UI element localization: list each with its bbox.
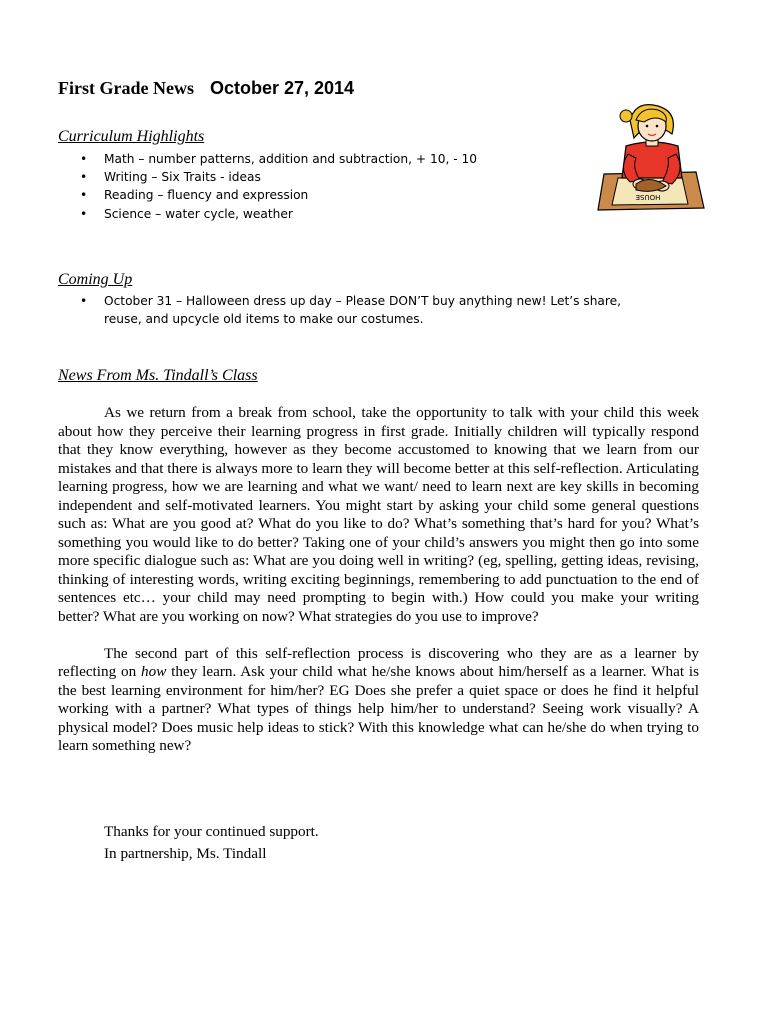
curriculum-heading: Curriculum Highlights [58,128,205,145]
girl-eye-left [646,125,649,128]
news-paragraph-2-emphasis: how [141,663,167,680]
girl-eye-right [656,125,659,128]
list-item: • Math – number patterns, addition and subtraction, + 10, - 10 [78,150,678,168]
newsletter-title [58,78,354,99]
curriculum-list [78,150,678,223]
girl-writing-at-desk-icon [596,104,708,214]
news-paragraph-1: As we return from a break from school, take the opportunity to talk with your child this week about how they perceive their learning progress in first grade. Initially children will typically respond that they know everything, however as they become accustomed to knowing that we learn from our mistakes and that there is always more to learn they will become better at this self-reflection. Articulating learning progress, how we are learning and what we want/ need to learn next are key skills in becoming independent and self-motivated learners. You might start by asking your child some general questions such as: What are you good at? What do you like to do? What’s something that’s hard for you? What’s something you would like to do better? Taking one of your child’s answers you might then go into some more specific dialogue such as: What are you doing well in writing? (eg, spelling, getting ideas, revising, thinking of interesting words, writing exciting beginnings, remembering to add punctuation to the end of sentences etc… your child may need prompting to begin with.) How could you make your writing better? What are you working on now? What strategies do you use to improve? [58,404,699,625]
coming-up-heading: Coming Up [58,271,133,288]
closing-signature: In partnership, Ms. Tindall [104,845,267,862]
newsletter-name: First Grade News [58,78,194,98]
coming-up-list [78,292,653,328]
desk-paper-text: HOUSE [635,193,661,201]
closing-thanks: Thanks for your continued support. [104,823,319,840]
list-item: • Writing – Six Traits - ideas [78,168,678,186]
list-item: • October 31 – Halloween dress up day – Please DON’T buy anything new! Let’s share, reuse, and upcycle old items to make our costumes. [78,292,653,328]
news-paragraph-2-end: they learn. Ask your child what he/she knows about him/herself as a learner. What is the best learning environment for him/her? EG Does she prefer a quiet space or does he find it helpful working with a partner? What types of things help him/her to understand? Seeing work visually? A physical model? Does music help ideas to stick? With this knowledge what can he/she do when trying to learn something new? [58,663,699,754]
newsletter-date: October 27, 2014 [209,78,355,98]
girl-hair-bun [620,110,632,122]
list-item: • Science – water cycle, weather [78,205,678,223]
list-item: • Reading – fluency and expression [78,186,678,204]
news-body [58,404,699,774]
news-paragraph-2 [58,645,699,756]
news-paragraph-2-start: The second part of this self-reflection process is discovering who they are as a learner by reflecting on [58,644,699,680]
news-heading: News From Ms. Tindall’s Class [58,367,258,384]
